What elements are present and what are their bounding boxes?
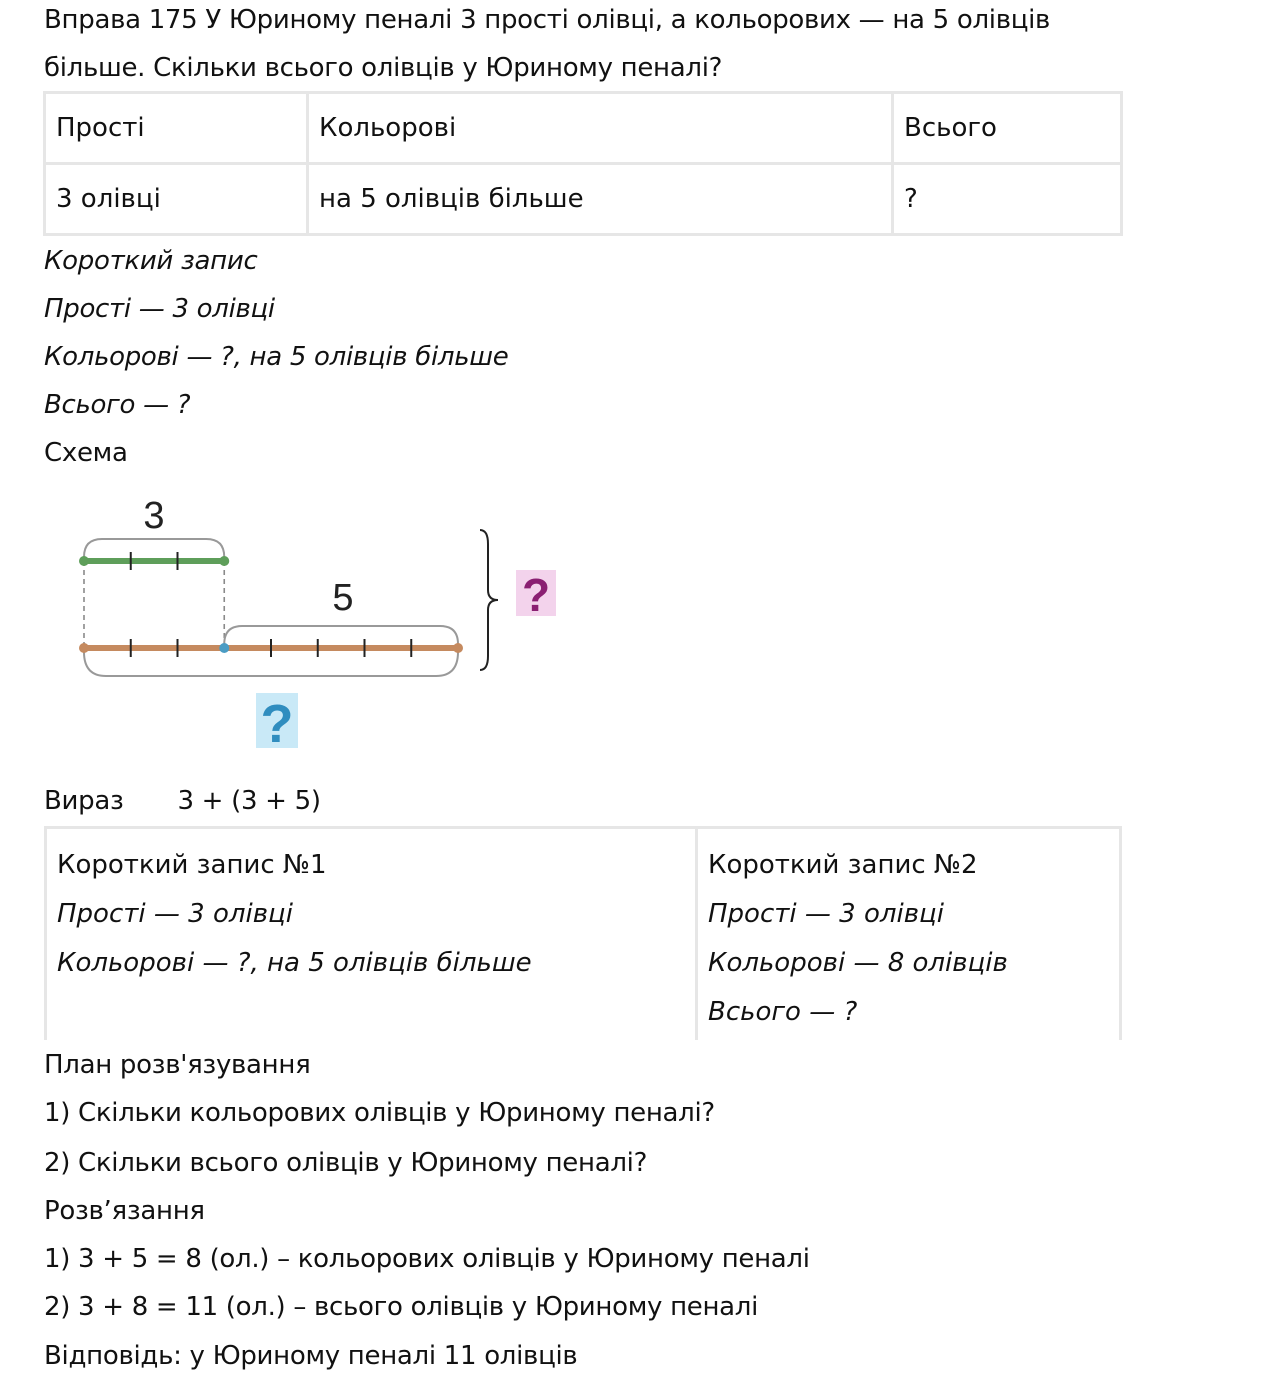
table-header-simple: Прості — [45, 93, 308, 164]
colored-question-mark: ? — [260, 694, 294, 754]
short-note-1 — [47, 829, 698, 1040]
solution-title: Розв’язання — [44, 1196, 205, 1226]
plan-step: 2) Скільки всього олівців у Юриному пеналі? — [44, 1148, 648, 1178]
problem-table — [43, 91, 1123, 236]
short-note-2-line: Кольорові — 8 олівців — [708, 948, 1008, 978]
short-note-1-line: Прості — 3 олівці — [57, 899, 293, 929]
expression-row — [44, 783, 321, 819]
brown-segment-endpoint — [79, 643, 89, 653]
short-note-line: Прості — 3 олівці — [44, 294, 275, 324]
extra-segment-label: 5 — [332, 577, 354, 619]
scheme-title: Схема — [44, 438, 128, 468]
solution-answer: Відповідь: у Юриному пеналі 11 олівців — [44, 1341, 578, 1371]
total-question-mark: ? — [521, 569, 551, 621]
table-cell-colored: на 5 олівців більше — [308, 164, 893, 235]
brown-segment-endpoint — [453, 643, 463, 653]
short-note-2-line: Прості — 3 олівці — [708, 899, 944, 929]
plan-title: План розв'язування — [44, 1050, 311, 1080]
short-notes-table — [44, 826, 1122, 1040]
short-note-line: Всього — ? — [44, 390, 191, 420]
problem-line-2: більше. Скільки всього олівців у Юриному пеналі? — [44, 53, 723, 83]
solution-step: 2) 3 + 8 = 11 (ол.) – всього олівців у Юриному пеналі — [44, 1292, 759, 1322]
extra-segment-brace — [224, 626, 458, 644]
short-note-line: Кольорові — ?, на 5 олівців більше — [44, 342, 509, 372]
split-point — [219, 643, 229, 653]
table-row — [45, 164, 1122, 235]
plan-step: 1) Скільки кольорових олівців у Юриному пеналі? — [44, 1098, 715, 1128]
green-segment-endpoint — [219, 556, 229, 566]
green-segment-endpoint — [79, 556, 89, 566]
expression-value: 3 + (3 + 5) — [177, 786, 321, 816]
solution-step: 1) 3 + 5 = 8 (ол.) – кольорових олівців у Юриному пеналі — [44, 1244, 810, 1274]
table-cell-total: ? — [893, 164, 1122, 235]
table-cell-simple: 3 олівці — [45, 164, 308, 235]
table-header-row — [45, 93, 1122, 164]
short-note-1-line: Кольорові — ?, на 5 олівців більше — [57, 948, 532, 978]
short-note-2 — [698, 829, 1119, 1040]
table-header-colored: Кольорові — [308, 93, 893, 164]
scheme-diagram — [40, 480, 580, 760]
short-note-1-title: Короткий запис №1 — [57, 850, 327, 880]
short-note-title: Короткий запис — [44, 246, 258, 276]
expression-label: Вираз — [44, 786, 124, 816]
table-header-total: Всього — [893, 93, 1122, 164]
total-brace — [480, 530, 498, 670]
green-segment-brace — [84, 539, 224, 557]
short-note-2-title: Короткий запис №2 — [708, 850, 978, 880]
green-segment-label: 3 — [143, 495, 165, 537]
short-note-2-line: Всього — ? — [708, 997, 858, 1027]
problem-line-1: Вправа 175 У Юриному пеналі 3 прості олівці, а кольорових — на 5 олівців — [44, 5, 1051, 35]
